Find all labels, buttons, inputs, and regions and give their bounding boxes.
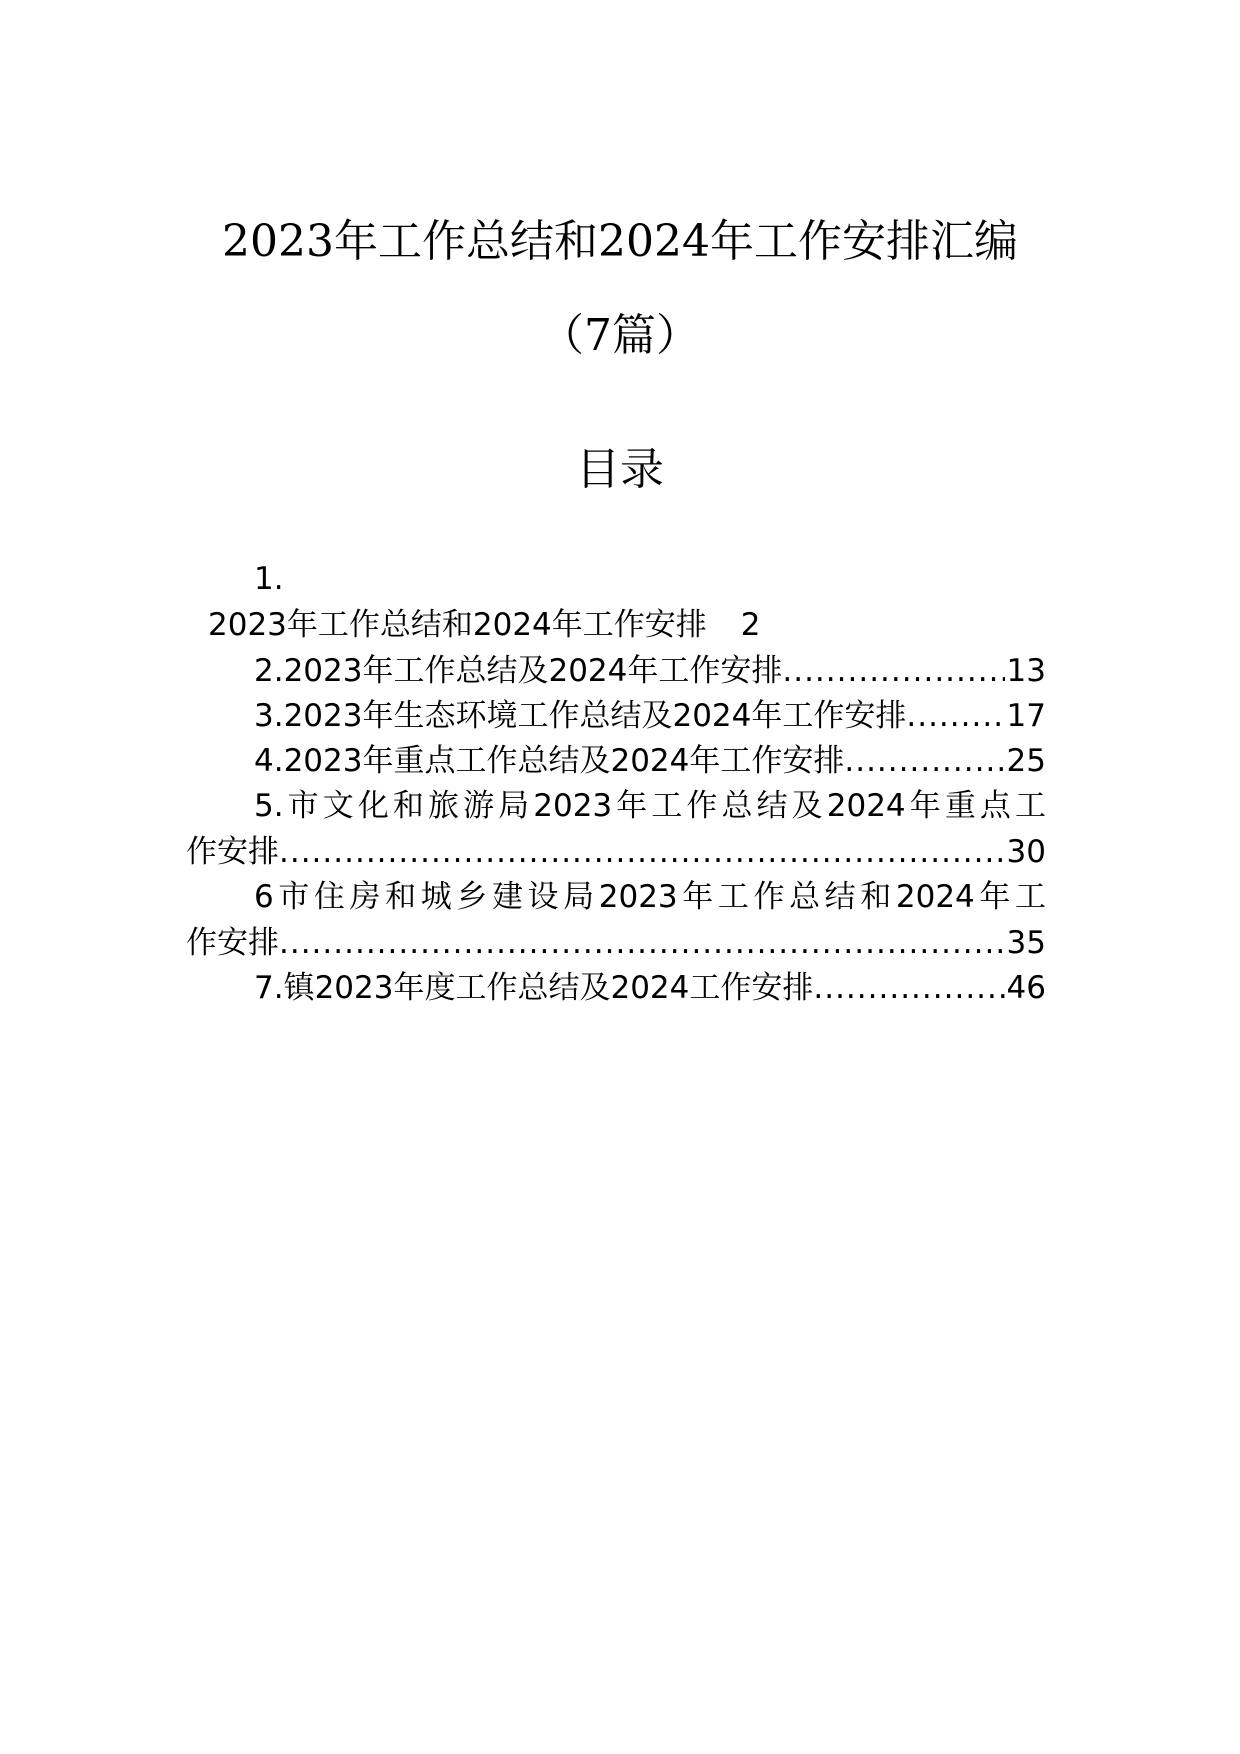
toc-leader-dots: [906, 693, 1004, 739]
toc-leader-dots: [844, 738, 1004, 784]
toc-leader-dots: [279, 829, 1005, 875]
toc-entry-4-text: 4.2023年重点工作总结及2024年工作安排: [254, 743, 845, 779]
toc-entry-5-line1[interactable]: 5.市文化和旅游局2023年工作总结及2024年重点工: [254, 788, 1046, 824]
toc-entry-3[interactable]: [254, 693, 1046, 739]
toc-entry-1-number: 1.: [254, 561, 284, 597]
toc-entry-3-page: 17: [1006, 698, 1046, 734]
toc-entry-6-line1[interactable]: 6市住房和城乡建设局2023年工作总结和2024年工: [254, 879, 1046, 915]
toc-leader-dots: [813, 965, 1004, 1011]
toc-entry-2-page: 13: [1006, 653, 1046, 689]
toc-entry-6-text-cont: 作安排: [186, 925, 279, 961]
toc-entry-7-text: 7.镇2023年度工作总结及2024工作安排: [254, 970, 814, 1006]
toc-entry-5-text-cont: 作安排: [186, 834, 279, 870]
toc-heading: 目录: [576, 444, 664, 495]
toc-entry-4[interactable]: [254, 738, 1046, 784]
document-subtitle: （7篇）: [540, 310, 700, 361]
toc-entry-1-text: 2023年工作总结和2024年工作安排: [208, 607, 707, 643]
toc-entry-2-text: 2.2023年工作总结及2024年工作安排: [254, 653, 783, 689]
toc-entry-1-page: 2: [740, 607, 761, 643]
toc-entry-5-line2[interactable]: [186, 829, 1046, 875]
toc-entry-6-page: 35: [1006, 925, 1046, 961]
toc-entry-7[interactable]: [254, 965, 1046, 1011]
toc-entry-3-text: 3.2023年生态环境工作总结及2024年工作安排: [254, 698, 907, 734]
document-title: 2023年工作总结和2024年工作安排汇编: [222, 216, 1018, 267]
toc-entry-1[interactable]: [208, 602, 828, 648]
toc-entry-2[interactable]: [254, 648, 1046, 694]
toc-leader-dots: [782, 648, 1004, 694]
toc-entry-4-page: 25: [1006, 743, 1046, 779]
toc-entry-7-page: 46: [1006, 970, 1046, 1006]
toc-entry-6-line2[interactable]: [186, 920, 1046, 966]
toc-entry-5-page: 30: [1006, 834, 1046, 870]
toc-leader-dots: [279, 920, 1005, 966]
